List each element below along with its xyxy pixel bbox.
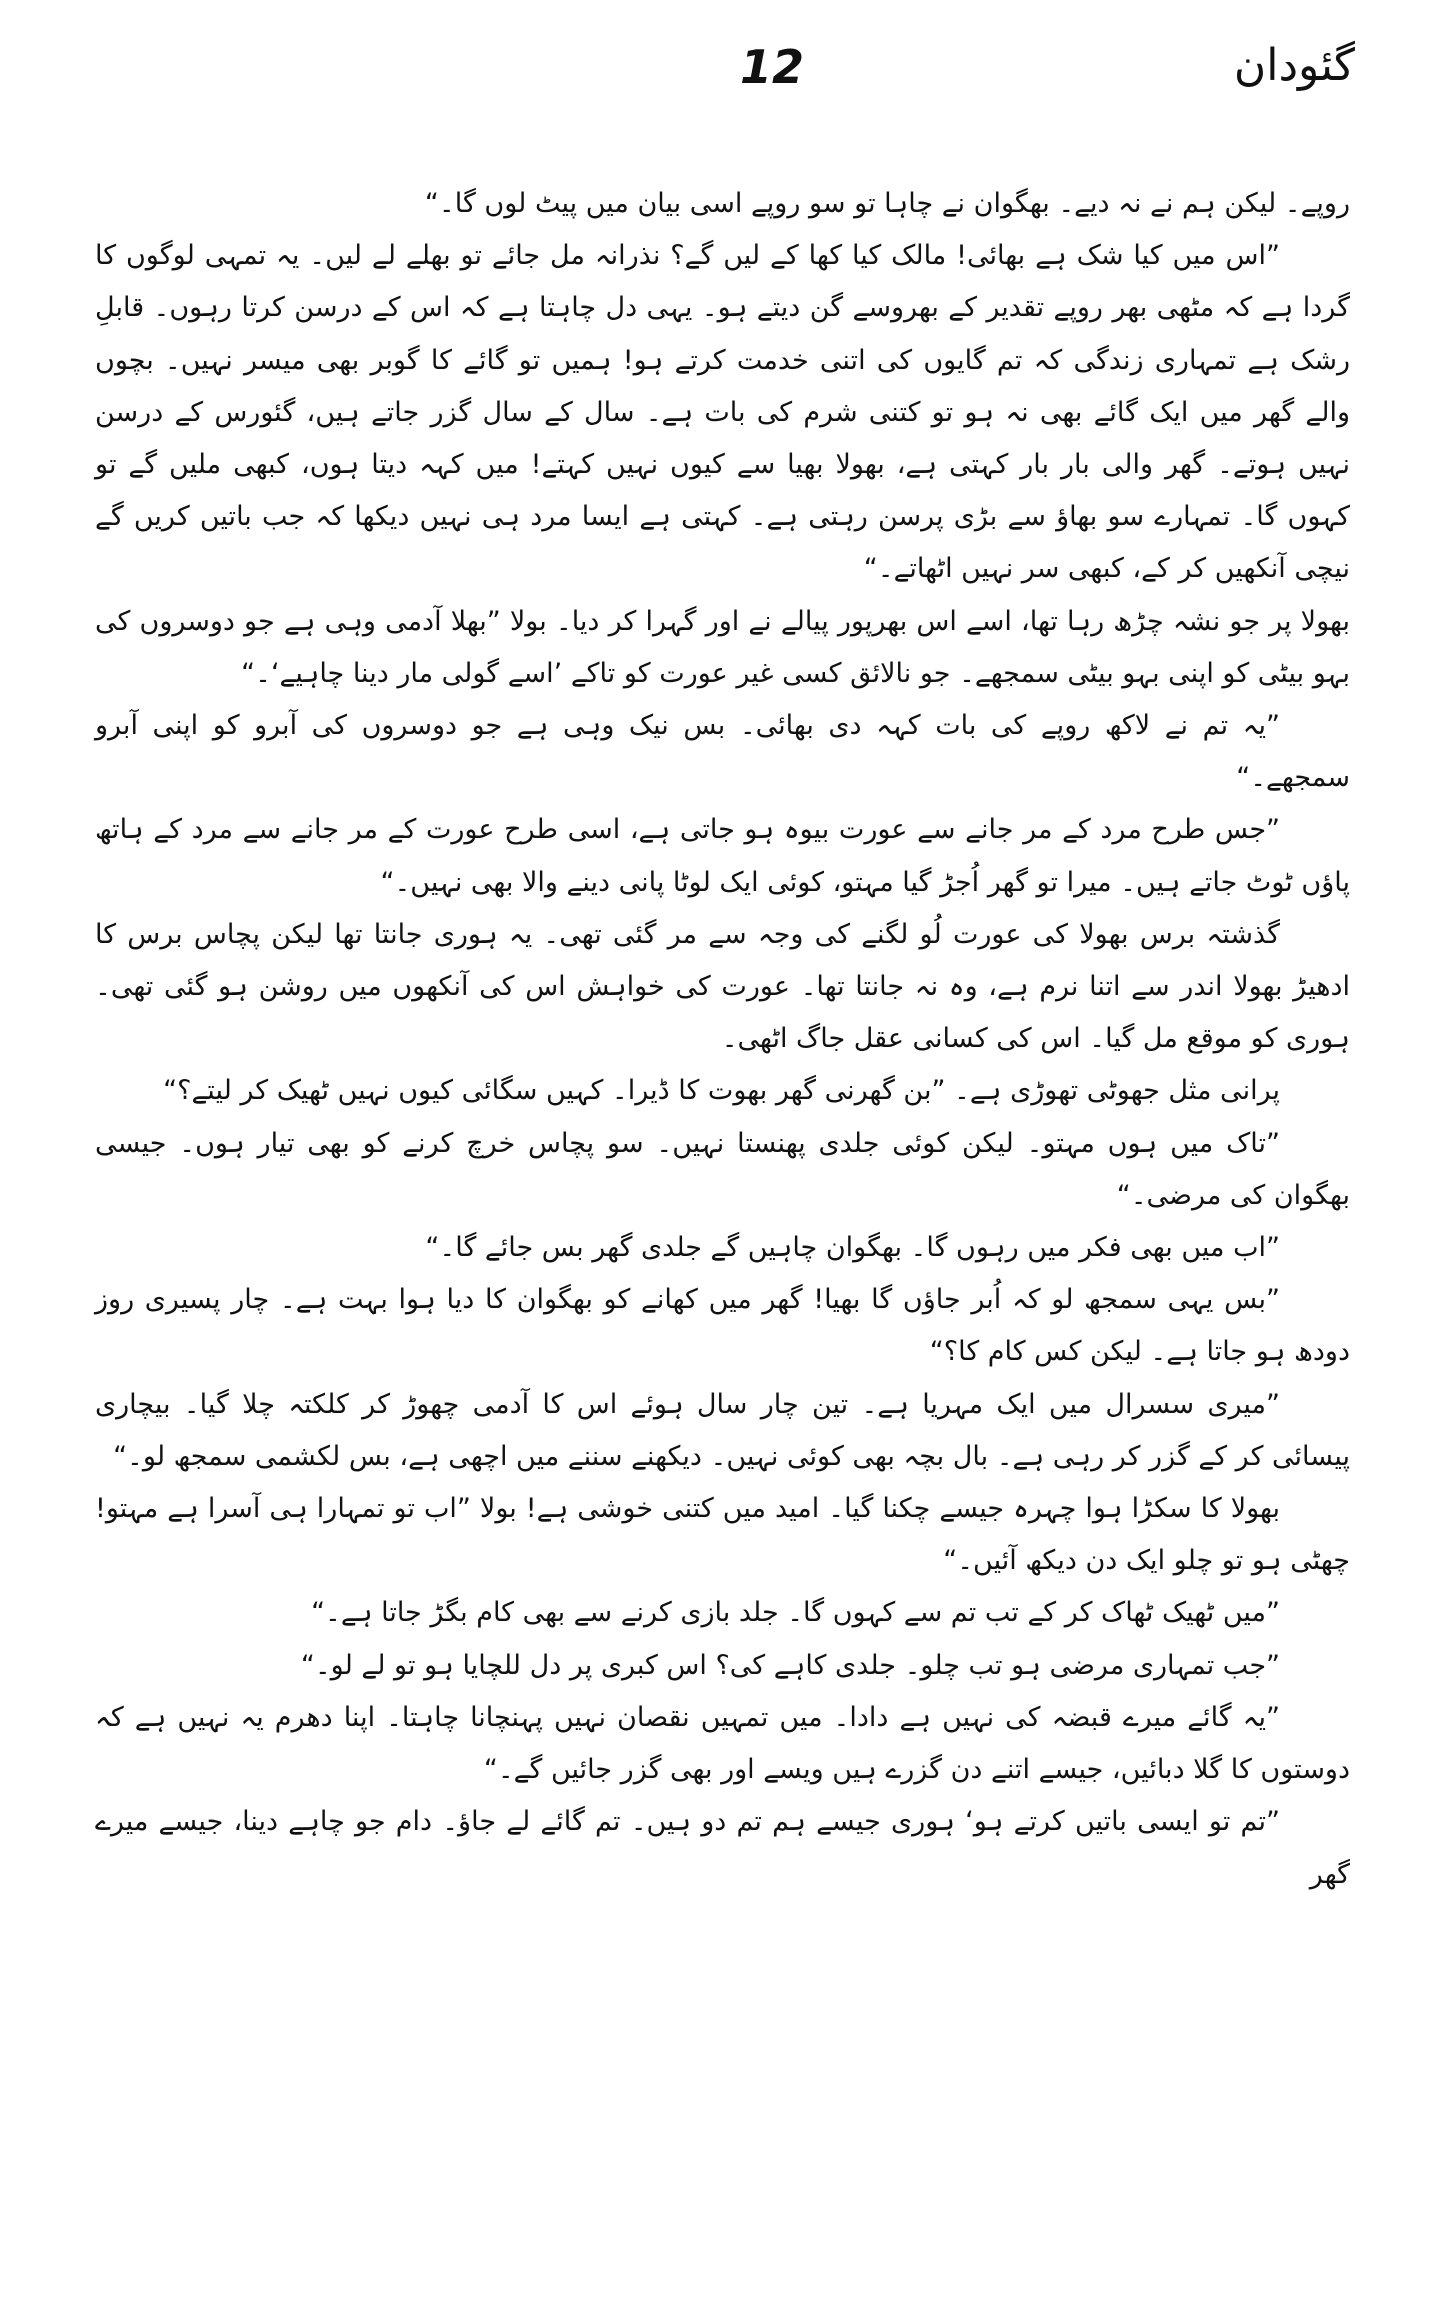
page-number: 12 [740,40,805,94]
book-title: گئودان [1233,40,1355,91]
paragraph: بھولا کا سکڑا ہوا چہرہ جیسے چکنا گیا۔ امید میں کتنی خوشی ہے! بولا ”اب تو تمہارا ہی آسرا ہے مہتو! چھٹی ہو تو چلو ایک دن دیکھ آئیں۔“ [95,1493,1350,1577]
paragraph: ”بس یہی سمجھ لو کہ اُبر جاؤں گا بھیا! گھر میں کھانے کو بھگوان کا دیا ہوا بہت ہے۔ چار پسیری روز دودھ ہو جاتا ہے۔ لیکن کس کام کا؟“ [95,1284,1350,1368]
page-body [95,178,1350,1901]
paragraph: ”میری سسرال میں ایک مہریا ہے۔ تین چار سال ہوئے اس کا آدمی چھوڑ کر کلکتہ چلا گیا۔ بیچاری پیسائی کر کے گزر کر رہی ہے۔ بال بچہ بھی کوئی نہیں۔ دیکھنے سننے میں اچھی ہے، بس لکشمی سمجھ لو۔“ [95,1388,1350,1472]
paragraph: ”میں ٹھیک ٹھاک کر کے تب تم سے کہوں گا۔ جلد بازی کرنے سے بھی کام بگڑ جاتا ہے۔“ [311,1597,1280,1629]
paragraph: ”یہ تم نے لاکھ روپے کی بات کہہ دی بھائی۔ بس نیک وہی ہے جو دوسروں کی آبرو کو اپنی آبرو سمجھے۔“ [95,710,1350,794]
paragraph: ”جب تمہاری مرضی ہو تب چلو۔ جلدی کاہے کی؟ اس کبری پر دل للچایا ہو تو لے لو۔“ [300,1649,1280,1681]
paragraph: گذشتہ برس بھولا کی عورت لُو لگنے کی وجہ سے مر گئی تھی۔ یہ ہوری جانتا تھا لیکن پچاس برس کا ادھیڑ بھولا اندر سے اتنا نرم ہے، وہ نہ جانتا تھا۔ عورت کی خواہش اس کی آنکھوں میں روشن ہو گئی تھی۔ ہوری کو موقع مل گیا۔ اس کی کسانی عقل جاگ اٹھی۔ [95,918,1350,1055]
paragraph: ”یہ گائے میرے قبضہ کی نہیں ہے دادا۔ میں تمہیں نقصان نہیں پہنچانا چاہتا۔ اپنا دھرم یہ نہیں ہے کہ دوستوں کا گلا دبائیں، جیسے اتنے دن گزرے ہیں ویسے اور بھی گزر جائیں گے۔“ [95,1701,1350,1786]
paragraph: پرانی مثل جھوٹی تھوڑی ہے۔ ”بن گھرنی گھر بھوت کا ڈیرا۔ کہیں سگائی کیوں نہیں ٹھیک کر لیتے؟“ [163,1075,1280,1107]
paragraph: بھولا پر جو نشہ چڑھ رہا تھا، اسے اس بھرپور پیالے نے اور گہرا کر دیا۔ بولا ”بھلا آدمی وہی ہے جو دوسروں کی بہو بیٹی کو اپنی بہو بیٹی سمجھے۔ جو نالائق کسی غیر عورت کو تاکے ’اسے گولی مار دینا چاہیے‘۔“ [95,605,1350,689]
paragraph: ”جس طرح مرد کے مر جانے سے عورت بیوہ ہو جاتی ہے، اسی طرح عورت کے مر جانے سے مرد کے ہاتھ پاؤں ٹوٹ جاتے ہیں۔ میرا تو گھر اُجڑ گیا مہتو، کوئی ایک لوٹا پانی دینے والا بھی نہیں۔“ [95,814,1350,898]
paragraph: ”تم تو ایسی باتیں کرتے ہو‘ ہوری جیسے ہم تم دو ہیں۔ تم گائے لے جاؤ۔ دام جو چاہے دینا، جیسے میرے گھر [95,1806,1350,1890]
paragraph: ”اب میں بھی فکر میں رہوں گا۔ بھگوان چاہیں گے جلدی گھر بس جائے گا۔“ [425,1232,1280,1264]
paragraph: ”اس میں کیا شک ہے بھائی! مالک کیا کھا کے لیں گے؟ نذرانہ مل جائے تو بھلے لے لیں۔ یہ تمہی لوگوں کا گردا ہے کہ مٹھی بھر روپے تقدیر کے بھروسے گن دیتے ہو۔ یہی دل چاہتا ہے کہ اس کے درسن کرتا رہوں۔ قابلِ رشک ہے تمہاری زندگی کہ تم گایوں کی اتنی خدمت کرتے ہو! ہمیں تو گائے کا گوبر بھی میسر نہیں۔ بچوں والے گھر میں ایک گائے بھی نہ ہو تو کتنی شرم کی بات ہے۔ سال کے سال گزر جاتے ہیں، گئورس کے درسن نہیں ہوتے۔ گھر والی بار بار کہتی ہے، بھولا بھیا سے کیوں نہیں کہتے! میں کہہ دیتا ہوں، کبھی ملیں گے تو کہوں گا۔ تمہارے سو بھاؤ سے بڑی پرسن رہتی ہے۔ کہتی ہے ایسا مرد ہی نہیں دیکھا کہ جب باتیں کریں گے نیچی آنکھیں کر کے، کبھی سر نہیں اٹھاتے۔“ [95,240,1350,585]
page-header [90,40,1355,120]
paragraph: ”تاک میں ہوں مہتو۔ لیکن کوئی جلدی پھنستا نہیں۔ سو پچاس خرچ کرنے کو بھی تیار ہوں۔ جیسی بھگوان کی مرضی۔“ [95,1127,1350,1211]
paragraph: روپے۔ لیکن ہم نے نہ دیے۔ بھگوان نے چاہا تو سو روپے اسی بیان میں پیٹ لوں گا۔“ [424,188,1350,219]
